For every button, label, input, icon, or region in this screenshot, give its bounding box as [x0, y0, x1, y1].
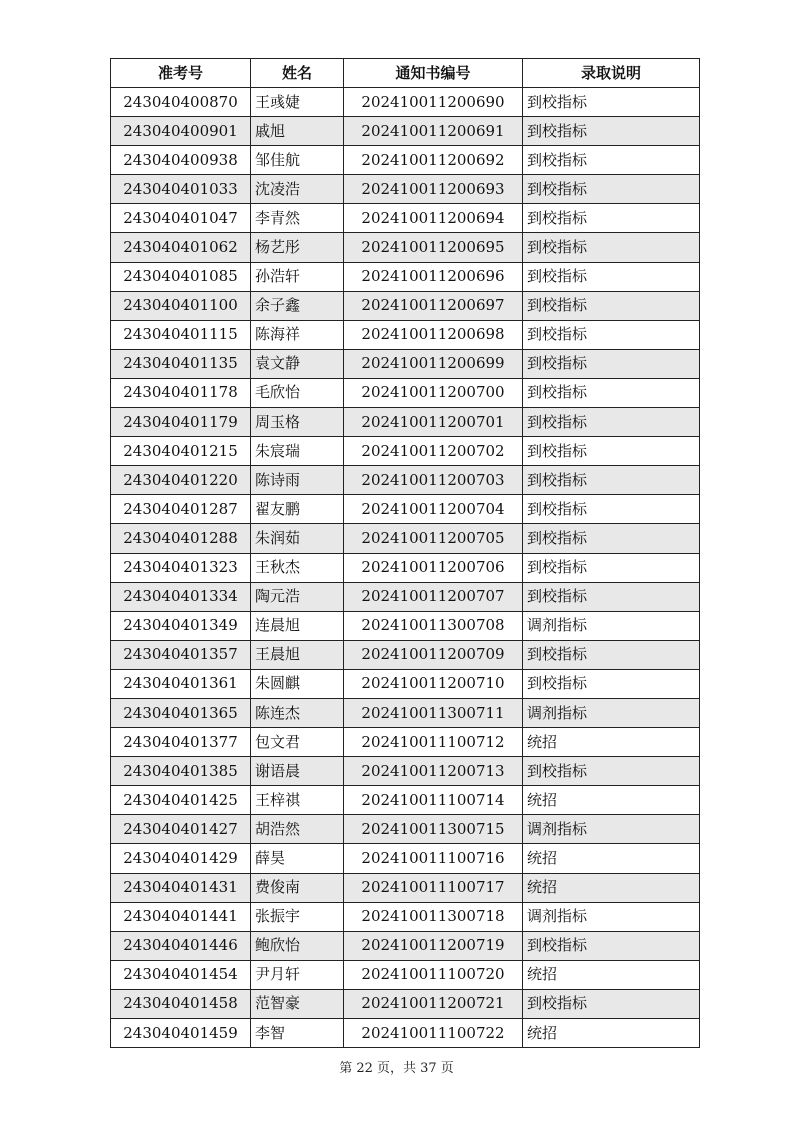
cell-notice-number: 202410011100717 [344, 873, 523, 902]
cell-admission-note: 到校指标 [523, 204, 700, 233]
cell-name: 朱宸瑞 [251, 437, 344, 466]
table-row [111, 611, 700, 640]
cell-notice-number: 202410011300715 [344, 815, 523, 844]
cell-admission-note: 调剂指标 [523, 698, 700, 727]
cell-name: 邹佳航 [251, 146, 344, 175]
table-row [111, 1019, 700, 1048]
header-admission-note: 录取说明 [523, 59, 700, 88]
cell-name: 王梓祺 [251, 786, 344, 815]
cell-notice-number: 202410011300711 [344, 698, 523, 727]
table-row [111, 495, 700, 524]
cell-name: 陈连杰 [251, 698, 344, 727]
admission-table [110, 58, 700, 1048]
cell-admission-note: 到校指标 [523, 88, 700, 117]
cell-notice-number: 202410011200697 [344, 291, 523, 320]
cell-notice-number: 202410011300708 [344, 611, 523, 640]
cell-admission-note: 到校指标 [523, 495, 700, 524]
cell-notice-number: 202410011200721 [344, 989, 523, 1018]
cell-notice-number: 202410011100720 [344, 960, 523, 989]
cell-name: 鲍欣怡 [251, 931, 344, 960]
cell-name: 范智豪 [251, 989, 344, 1018]
table-row [111, 408, 700, 437]
table-row [111, 320, 700, 349]
cell-exam-number: 243040401033 [111, 175, 251, 204]
table-body [111, 88, 700, 1048]
cell-notice-number: 202410011200713 [344, 757, 523, 786]
cell-exam-number: 243040401115 [111, 320, 251, 349]
cell-exam-number: 243040401361 [111, 669, 251, 698]
table-row [111, 960, 700, 989]
cell-notice-number: 202410011200699 [344, 349, 523, 378]
cell-exam-number: 243040401429 [111, 844, 251, 873]
cell-name: 费俊南 [251, 873, 344, 902]
cell-exam-number: 243040401454 [111, 960, 251, 989]
table-row [111, 815, 700, 844]
cell-admission-note: 调剂指标 [523, 611, 700, 640]
cell-name: 陈海祥 [251, 320, 344, 349]
cell-exam-number: 243040401357 [111, 640, 251, 669]
cell-admission-note: 到校指标 [523, 408, 700, 437]
cell-name: 周玉格 [251, 408, 344, 437]
cell-notice-number: 202410011100714 [344, 786, 523, 815]
cell-name: 朱润茹 [251, 524, 344, 553]
cell-notice-number: 202410011200690 [344, 88, 523, 117]
cell-name: 王秋杰 [251, 553, 344, 582]
cell-admission-note: 统招 [523, 728, 700, 757]
cell-admission-note: 到校指标 [523, 466, 700, 495]
table-row [111, 640, 700, 669]
cell-notice-number: 202410011200704 [344, 495, 523, 524]
cell-exam-number: 243040400870 [111, 88, 251, 117]
cell-admission-note: 统招 [523, 873, 700, 902]
cell-name: 戚旭 [251, 117, 344, 146]
cell-exam-number: 243040401220 [111, 466, 251, 495]
cell-exam-number: 243040401385 [111, 757, 251, 786]
header-name: 姓名 [251, 59, 344, 88]
cell-exam-number: 243040401427 [111, 815, 251, 844]
cell-admission-note: 到校指标 [523, 291, 700, 320]
cell-exam-number: 243040401365 [111, 698, 251, 727]
cell-name: 毛欣怡 [251, 378, 344, 407]
cell-notice-number: 202410011200706 [344, 553, 523, 582]
table-row [111, 146, 700, 175]
cell-admission-note: 到校指标 [523, 262, 700, 291]
cell-notice-number: 202410011200705 [344, 524, 523, 553]
table-header-row [111, 59, 700, 88]
cell-name: 王彧婕 [251, 88, 344, 117]
cell-admission-note: 到校指标 [523, 320, 700, 349]
table-row [111, 117, 700, 146]
table-row [111, 786, 700, 815]
cell-admission-note: 到校指标 [523, 669, 700, 698]
cell-exam-number: 243040401431 [111, 873, 251, 902]
cell-admission-note: 到校指标 [523, 175, 700, 204]
cell-exam-number: 243040401062 [111, 233, 251, 262]
table-row [111, 204, 700, 233]
cell-exam-number: 243040401288 [111, 524, 251, 553]
cell-name: 沈凌浩 [251, 175, 344, 204]
cell-name: 余子鑫 [251, 291, 344, 320]
cell-admission-note: 调剂指标 [523, 902, 700, 931]
table-row [111, 437, 700, 466]
cell-admission-note: 到校指标 [523, 989, 700, 1018]
cell-exam-number: 243040401425 [111, 786, 251, 815]
table-row [111, 349, 700, 378]
cell-notice-number: 202410011200692 [344, 146, 523, 175]
cell-notice-number: 202410011300718 [344, 902, 523, 931]
table-row [111, 873, 700, 902]
cell-notice-number: 202410011200702 [344, 437, 523, 466]
cell-admission-note: 统招 [523, 786, 700, 815]
table-row [111, 989, 700, 1018]
cell-exam-number: 243040401459 [111, 1019, 251, 1048]
cell-exam-number: 243040400938 [111, 146, 251, 175]
cell-notice-number: 202410011200701 [344, 408, 523, 437]
cell-exam-number: 243040401100 [111, 291, 251, 320]
table-row [111, 524, 700, 553]
table-row [111, 466, 700, 495]
cell-name: 胡浩然 [251, 815, 344, 844]
table-row [111, 902, 700, 931]
cell-name: 连晨旭 [251, 611, 344, 640]
header-notice-number: 通知书编号 [344, 59, 523, 88]
cell-notice-number: 202410011200710 [344, 669, 523, 698]
cell-notice-number: 202410011200694 [344, 204, 523, 233]
cell-exam-number: 243040401323 [111, 553, 251, 582]
table-row [111, 378, 700, 407]
cell-exam-number: 243040401287 [111, 495, 251, 524]
cell-admission-note: 到校指标 [523, 931, 700, 960]
cell-notice-number: 202410011200693 [344, 175, 523, 204]
cell-name: 朱圆麒 [251, 669, 344, 698]
cell-admission-note: 到校指标 [523, 582, 700, 611]
cell-exam-number: 243040401179 [111, 408, 251, 437]
cell-notice-number: 202410011100716 [344, 844, 523, 873]
cell-admission-note: 到校指标 [523, 378, 700, 407]
cell-admission-note: 到校指标 [523, 553, 700, 582]
table-row [111, 582, 700, 611]
table-row [111, 262, 700, 291]
cell-notice-number: 202410011200695 [344, 233, 523, 262]
cell-notice-number: 202410011200696 [344, 262, 523, 291]
cell-exam-number: 243040401215 [111, 437, 251, 466]
cell-admission-note: 到校指标 [523, 117, 700, 146]
cell-name: 孙浩轩 [251, 262, 344, 291]
cell-name: 谢语晨 [251, 757, 344, 786]
cell-exam-number: 243040401334 [111, 582, 251, 611]
cell-notice-number: 202410011200691 [344, 117, 523, 146]
cell-admission-note: 到校指标 [523, 640, 700, 669]
cell-notice-number: 202410011200703 [344, 466, 523, 495]
table-row [111, 553, 700, 582]
cell-name: 薛昊 [251, 844, 344, 873]
cell-exam-number: 243040401178 [111, 378, 251, 407]
cell-admission-note: 统招 [523, 1019, 700, 1048]
page-footer: 第 22 页，共 37 页 [339, 1061, 454, 1076]
cell-admission-note: 统招 [523, 960, 700, 989]
cell-admission-note: 统招 [523, 844, 700, 873]
cell-notice-number: 202410011200698 [344, 320, 523, 349]
cell-exam-number: 243040401085 [111, 262, 251, 291]
table-row [111, 728, 700, 757]
table-row [111, 757, 700, 786]
table-row [111, 669, 700, 698]
cell-name: 陶元浩 [251, 582, 344, 611]
cell-notice-number: 202410011100712 [344, 728, 523, 757]
table-row [111, 844, 700, 873]
cell-name: 袁文静 [251, 349, 344, 378]
cell-name: 翟友鹏 [251, 495, 344, 524]
cell-exam-number: 243040401047 [111, 204, 251, 233]
cell-exam-number: 243040401446 [111, 931, 251, 960]
cell-name: 王晨旭 [251, 640, 344, 669]
cell-name: 张振宇 [251, 902, 344, 931]
cell-admission-note: 到校指标 [523, 524, 700, 553]
cell-exam-number: 243040401458 [111, 989, 251, 1018]
cell-notice-number: 202410011200700 [344, 378, 523, 407]
table-row [111, 175, 700, 204]
cell-exam-number: 243040401349 [111, 611, 251, 640]
cell-admission-note: 调剂指标 [523, 815, 700, 844]
cell-name: 陈诗雨 [251, 466, 344, 495]
cell-admission-note: 到校指标 [523, 437, 700, 466]
table-row [111, 233, 700, 262]
cell-admission-note: 到校指标 [523, 146, 700, 175]
admission-table-container [110, 58, 699, 1048]
cell-notice-number: 202410011200719 [344, 931, 523, 960]
cell-name: 尹月轩 [251, 960, 344, 989]
table-row [111, 698, 700, 727]
cell-notice-number: 202410011100722 [344, 1019, 523, 1048]
cell-name: 包文君 [251, 728, 344, 757]
cell-notice-number: 202410011200707 [344, 582, 523, 611]
cell-admission-note: 到校指标 [523, 349, 700, 378]
cell-name: 李智 [251, 1019, 344, 1048]
cell-exam-number: 243040401135 [111, 349, 251, 378]
cell-exam-number: 243040401377 [111, 728, 251, 757]
cell-exam-number: 243040401441 [111, 902, 251, 931]
cell-name: 杨艺彤 [251, 233, 344, 262]
cell-admission-note: 到校指标 [523, 757, 700, 786]
table-row [111, 88, 700, 117]
table-row [111, 291, 700, 320]
cell-notice-number: 202410011200709 [344, 640, 523, 669]
cell-exam-number: 243040400901 [111, 117, 251, 146]
table-row [111, 931, 700, 960]
cell-admission-note: 到校指标 [523, 233, 700, 262]
cell-name: 李青然 [251, 204, 344, 233]
header-exam-number: 准考号 [111, 59, 251, 88]
